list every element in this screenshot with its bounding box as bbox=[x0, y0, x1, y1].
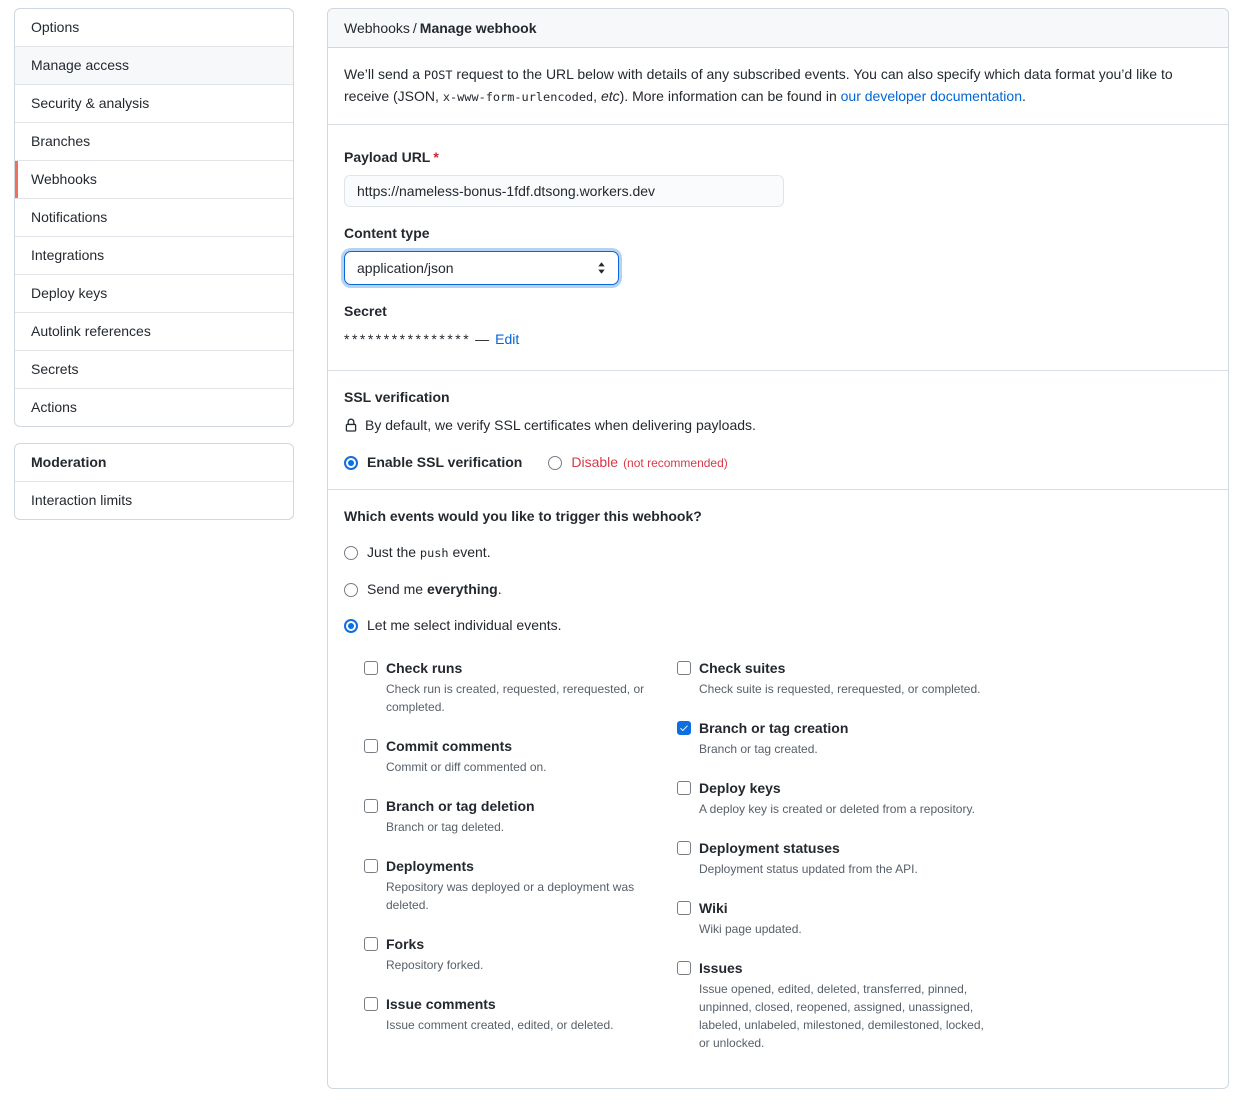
sidebar-item-autolink-references[interactable]: Autolink references bbox=[15, 313, 293, 351]
breadcrumb-webhooks-link[interactable]: Webhooks bbox=[344, 20, 410, 36]
individual-events-radio[interactable] bbox=[344, 619, 358, 633]
sidebar-item-secrets[interactable]: Secrets bbox=[15, 351, 293, 389]
event-checkbox-commit-comments[interactable] bbox=[364, 739, 378, 753]
breadcrumb-current: Manage webhook bbox=[419, 20, 537, 36]
event-label-issue-comments[interactable]: Issue comments bbox=[386, 996, 496, 1012]
event-checkbox-deployment-statuses[interactable] bbox=[677, 841, 691, 855]
event-item-branch-or-tag-creation bbox=[677, 718, 990, 758]
push-code: push bbox=[419, 546, 449, 560]
event-column-right bbox=[677, 658, 990, 1072]
event-label-check-suites[interactable]: Check suites bbox=[699, 660, 786, 676]
sidebar-item-integrations[interactable]: Integrations bbox=[15, 237, 293, 275]
ssl-disable-label[interactable]: Disable bbox=[571, 454, 619, 470]
events-section bbox=[328, 489, 1228, 1088]
event-desc-issue-comments: Issue comment created, edited, or deleted. bbox=[386, 1018, 614, 1032]
developer-documentation-link[interactable]: our developer documentation bbox=[840, 88, 1022, 104]
payload-url-label: Payload URL * bbox=[344, 149, 439, 165]
urlencoded-code: x-www-form-urlencoded bbox=[442, 90, 594, 104]
select-arrows-icon bbox=[597, 261, 606, 275]
lock-icon bbox=[344, 418, 358, 433]
sidebar-item-options[interactable]: Options bbox=[15, 9, 293, 47]
event-item-issues bbox=[677, 958, 990, 1052]
event-checkbox-check-runs[interactable] bbox=[364, 661, 378, 675]
webhook-panel bbox=[327, 8, 1229, 1089]
event-checkbox-deployments[interactable] bbox=[364, 859, 378, 873]
ssl-radio-row bbox=[344, 452, 1212, 473]
secret-field bbox=[344, 301, 1212, 350]
ssl-enable-radio[interactable] bbox=[344, 456, 358, 470]
event-label-branch-or-tag-deletion[interactable]: Branch or tag deletion bbox=[386, 798, 535, 814]
settings-sidebar bbox=[14, 8, 294, 520]
webhook-description: We’ll send a POST request to the URL below with details of any subscribed events. You can also specify which data format you’d like to receive (JSON, x-www-form-urlencoded, etc). More information can be found in our developer documentation. bbox=[328, 48, 1228, 125]
send-everything-radio[interactable] bbox=[344, 583, 358, 597]
event-desc-commit-comments: Commit or diff commented on. bbox=[386, 760, 547, 774]
event-item-check-runs bbox=[364, 658, 677, 716]
ssl-note-row bbox=[344, 415, 1212, 436]
content-type-label: Content type bbox=[344, 225, 430, 241]
event-label-branch-or-tag-creation[interactable]: Branch or tag creation bbox=[699, 720, 849, 736]
sidebar-item-notifications[interactable]: Notifications bbox=[15, 199, 293, 237]
event-desc-wiki: Wiki page updated. bbox=[699, 922, 802, 936]
event-label-commit-comments[interactable]: Commit comments bbox=[386, 738, 513, 754]
event-desc-check-suites: Check suite is requested, rerequested, or completed. bbox=[699, 682, 981, 696]
event-desc-check-runs: Check run is created, requested, rerequested, or completed. bbox=[386, 682, 645, 714]
event-desc-branch-or-tag-deletion: Branch or tag deleted. bbox=[386, 820, 505, 834]
radio-just-push[interactable]: Just the push event. bbox=[344, 542, 1212, 564]
just-push-radio[interactable] bbox=[344, 546, 358, 560]
event-desc-deploy-keys: A deploy key is created or deleted from a repository. bbox=[699, 802, 975, 816]
secret-edit-link[interactable]: Edit bbox=[495, 331, 520, 347]
event-checkbox-deploy-keys[interactable] bbox=[677, 781, 691, 795]
event-desc-branch-or-tag-creation: Branch or tag created. bbox=[699, 742, 818, 756]
content-type-field bbox=[344, 223, 1212, 285]
sidebar-item-security-analysis[interactable]: Security & analysis bbox=[15, 85, 293, 123]
ssl-enable-label[interactable]: Enable SSL verification bbox=[367, 454, 523, 470]
event-checkbox-issue-comments[interactable] bbox=[364, 997, 378, 1011]
settings-menu bbox=[14, 8, 294, 427]
event-checkbox-wiki[interactable] bbox=[677, 901, 691, 915]
event-desc-deployment-statuses: Deployment status updated from the API. bbox=[699, 862, 918, 876]
secret-line bbox=[344, 329, 1212, 350]
content-type-select[interactable] bbox=[344, 251, 619, 285]
ssl-enable-option[interactable] bbox=[344, 452, 522, 473]
moderation-menu bbox=[14, 443, 294, 520]
ssl-note: By default, we verify SSL certificates when delivering payloads. bbox=[365, 417, 756, 433]
event-item-commit-comments bbox=[364, 736, 677, 776]
webhook-form bbox=[328, 125, 1228, 370]
event-desc-issues: Issue opened, edited, deleted, transferred, pinned, unpinned, closed, reopened, assigned, unassigned, labeled, unlabeled, milestoned, demilestoned, locked, or unlocked. bbox=[699, 982, 984, 1050]
event-item-wiki bbox=[677, 898, 990, 938]
secret-dash: — bbox=[475, 331, 490, 347]
breadcrumb-separator: / bbox=[412, 20, 417, 36]
event-checkbox-branch-or-tag-deletion[interactable] bbox=[364, 799, 378, 813]
ssl-disable-note: (not recommended) bbox=[623, 455, 728, 470]
event-item-issue-comments bbox=[364, 994, 677, 1034]
event-label-deploy-keys[interactable]: Deploy keys bbox=[699, 780, 781, 796]
sidebar-item-deploy-keys[interactable]: Deploy keys bbox=[15, 275, 293, 313]
event-checkbox-check-suites[interactable] bbox=[677, 661, 691, 675]
sidebar-item-actions[interactable]: Actions bbox=[31, 399, 77, 415]
payload-url-field bbox=[344, 147, 1212, 207]
event-label-deployment-statuses[interactable]: Deployment statuses bbox=[699, 840, 840, 856]
event-item-branch-or-tag-deletion bbox=[364, 796, 677, 836]
post-code: POST bbox=[423, 68, 453, 82]
event-column-left bbox=[364, 658, 677, 1054]
sidebar-item-branches[interactable]: Branches bbox=[15, 123, 293, 161]
individual-events-label[interactable]: Let me select individual events. bbox=[367, 617, 562, 633]
event-label-deployments[interactable]: Deployments bbox=[386, 858, 474, 874]
radio-individual-events[interactable] bbox=[344, 615, 1212, 636]
content-type-value: application/json bbox=[357, 260, 454, 276]
sidebar-item-interaction-limits[interactable]: Interaction limits bbox=[31, 492, 133, 508]
event-label-forks[interactable]: Forks bbox=[386, 936, 425, 952]
sidebar-item-manage-access[interactable]: Manage access bbox=[15, 47, 293, 85]
event-desc-deployments: Repository was deployed or a deployment was deleted. bbox=[386, 880, 635, 912]
event-label-issues[interactable]: Issues bbox=[699, 960, 743, 976]
required-asterisk: * bbox=[433, 149, 439, 165]
payload-url-input[interactable] bbox=[344, 175, 784, 207]
ssl-heading: SSL verification bbox=[344, 389, 450, 405]
events-question: Which events would you like to trigger this webhook? bbox=[344, 508, 702, 524]
event-item-check-suites bbox=[677, 658, 990, 698]
ssl-section bbox=[328, 370, 1228, 489]
event-label-wiki[interactable]: Wiki bbox=[699, 900, 728, 916]
event-item-deployment-statuses bbox=[677, 838, 990, 878]
secret-masked-value: **************** bbox=[344, 331, 472, 347]
radio-send-everything[interactable]: Send me everything. bbox=[344, 579, 1212, 600]
event-checkbox-branch-or-tag-creation[interactable] bbox=[677, 721, 691, 735]
ssl-disable-radio[interactable] bbox=[548, 456, 562, 470]
event-item-forks bbox=[364, 934, 677, 974]
breadcrumb bbox=[328, 9, 1228, 48]
secret-label: Secret bbox=[344, 303, 387, 319]
check-icon bbox=[679, 723, 689, 733]
event-checkbox-forks[interactable] bbox=[364, 937, 378, 951]
event-item-deployments bbox=[364, 856, 677, 914]
sidebar-item-webhooks[interactable]: Webhooks bbox=[15, 161, 293, 199]
event-desc-forks: Repository forked. bbox=[386, 958, 484, 972]
event-checkbox-grid bbox=[364, 658, 1212, 1072]
event-item-deploy-keys bbox=[677, 778, 990, 818]
moderation-menu-header: Moderation bbox=[15, 444, 293, 482]
ssl-disable-option[interactable] bbox=[548, 452, 727, 473]
event-label-check-runs[interactable]: Check runs bbox=[386, 660, 463, 676]
event-checkbox-issues[interactable] bbox=[677, 961, 691, 975]
